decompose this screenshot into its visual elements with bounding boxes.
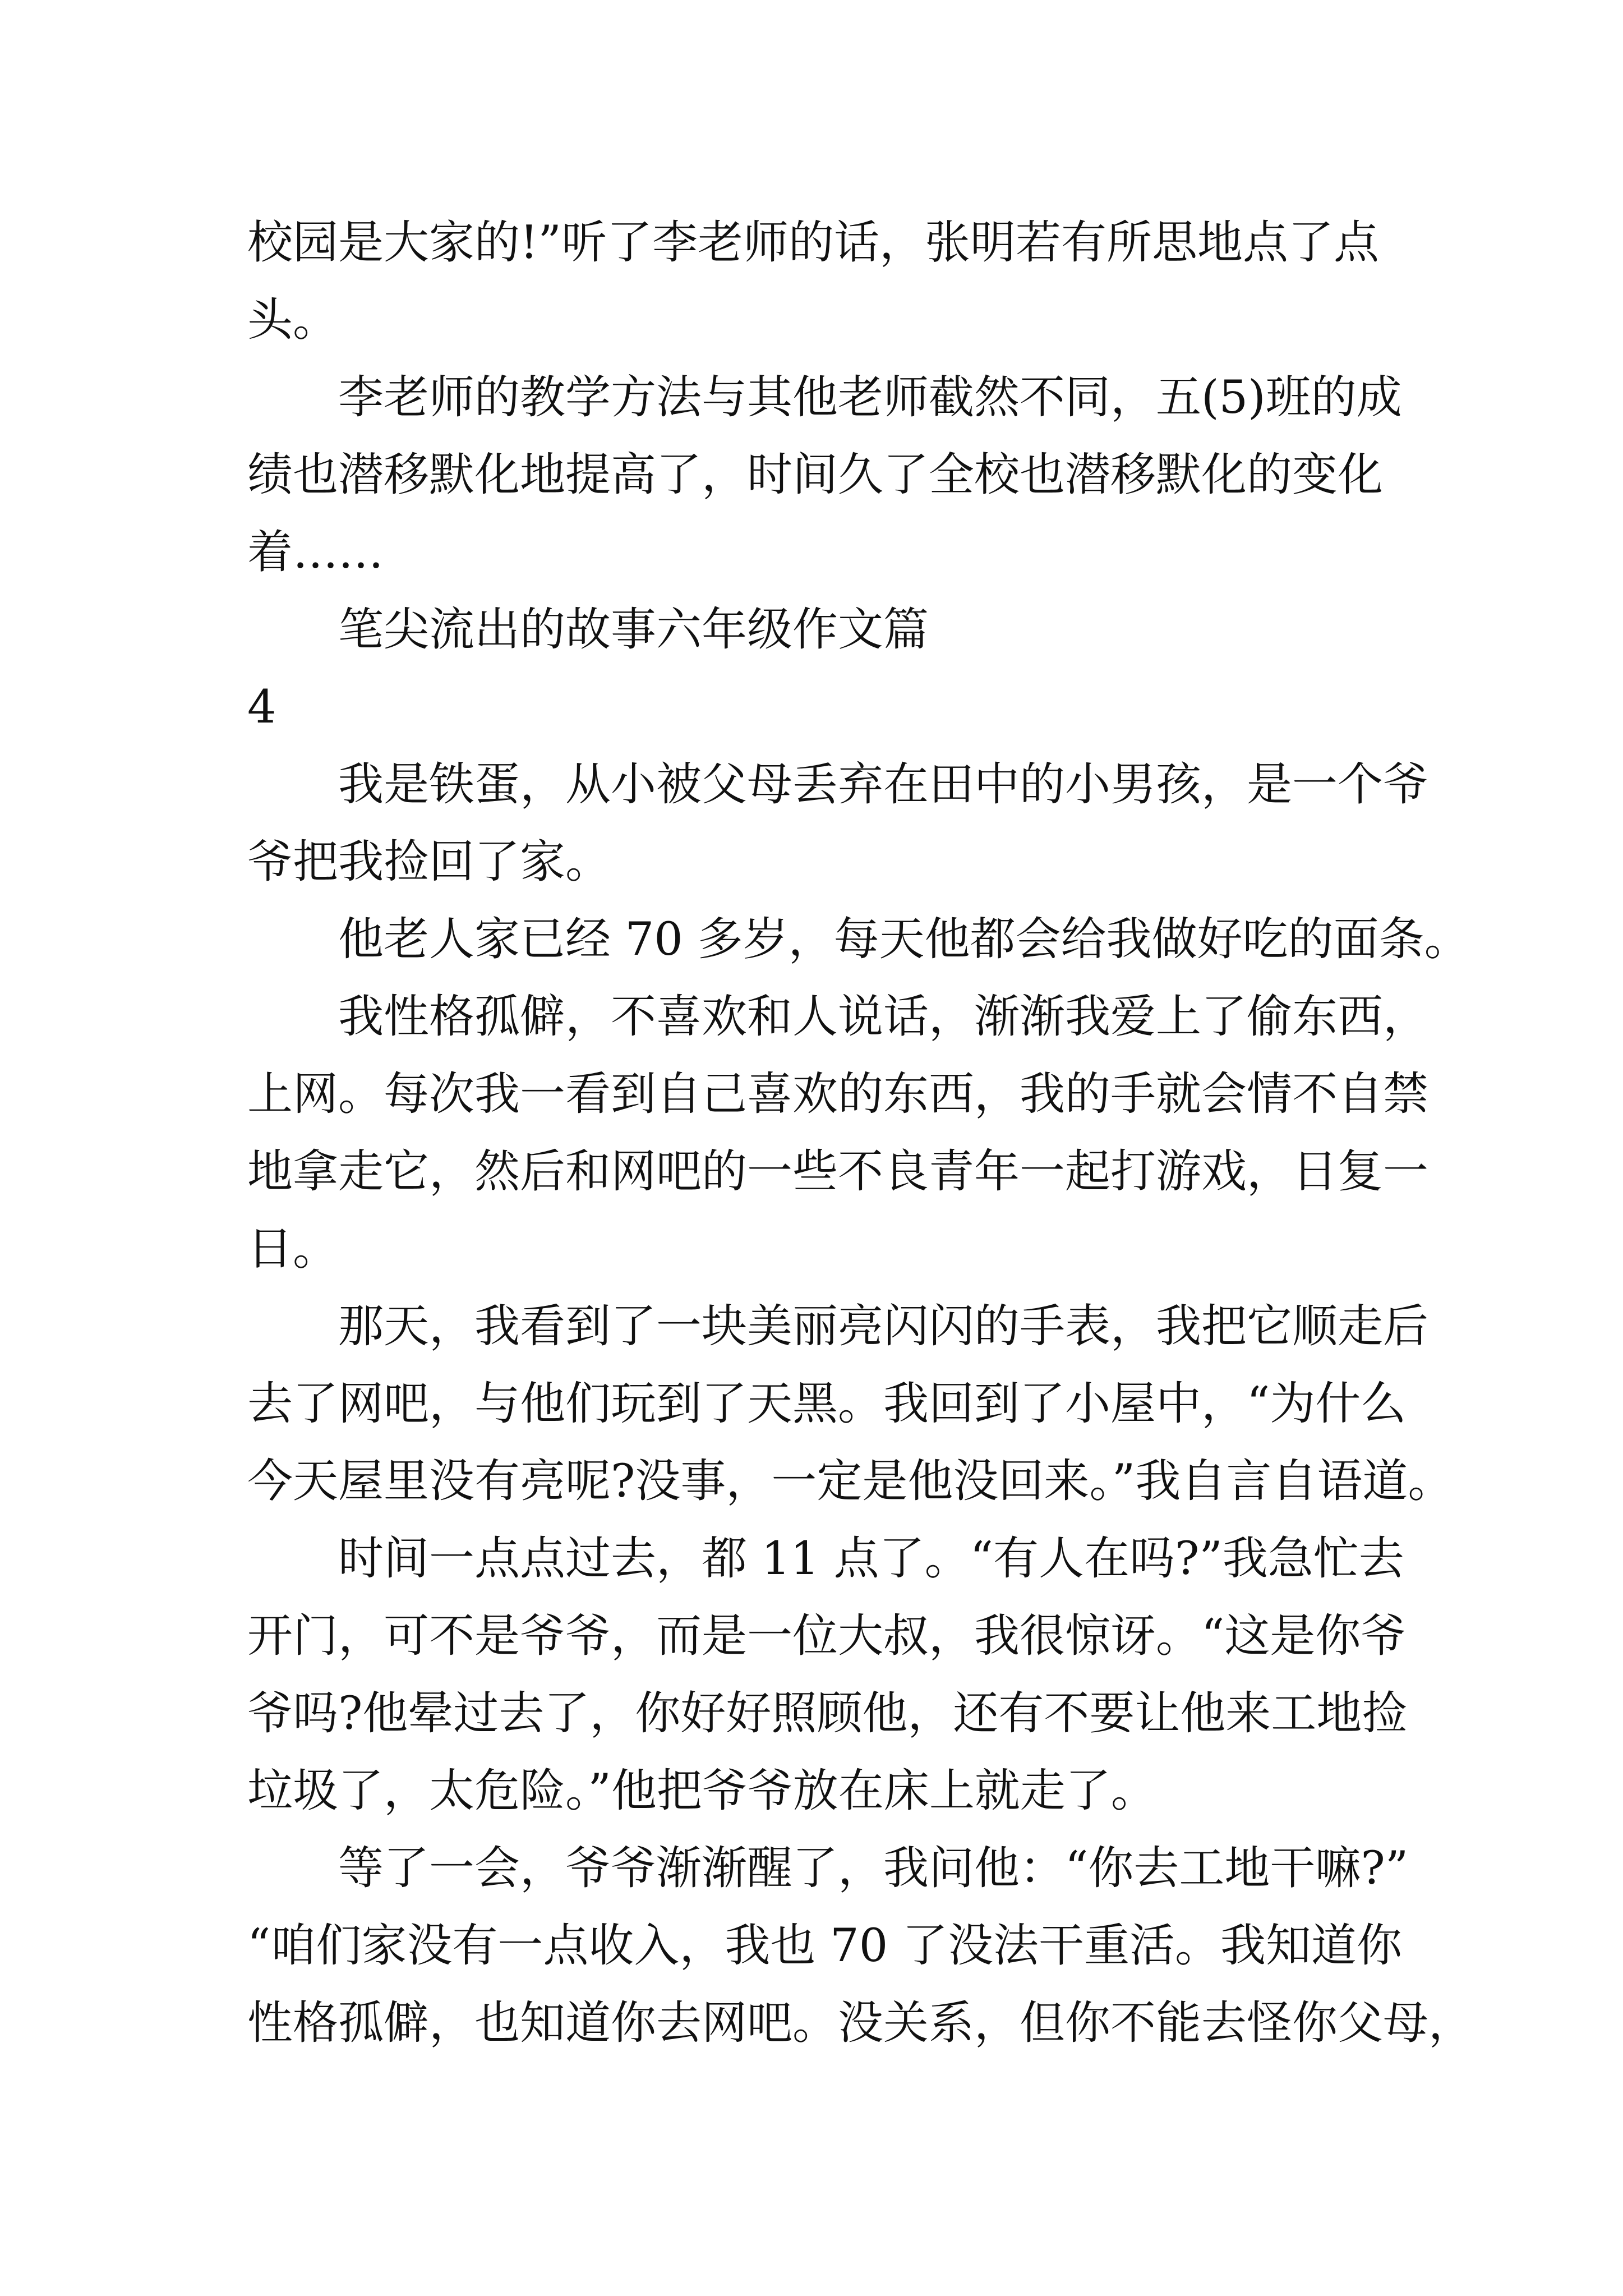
text-line: 爷把我捡回了家。 [247, 836, 611, 889]
paragraph [247, 746, 1537, 901]
text-line: 爷吗?他晕过去了，你好好照顾他，还有不要让他来工地捡 [247, 1687, 1408, 1740]
text-line: 他老人家已经 70 多岁，每天他都会给我做好吃的面条。 [338, 913, 1470, 966]
text-line: “咱们家没有一点收入，我也 70 了没法干重活。我知道你 [247, 1920, 1402, 1972]
paragraph [247, 901, 1537, 978]
text-line: 等了一会，爷爷渐渐醒了，我问他：“你去工地干嘛?” [338, 1842, 1409, 1895]
text-line: 今天屋里没有亮呢?没事，一定是他没回来。”我自言自语道。 [247, 1455, 1454, 1508]
paragraph [247, 204, 1537, 359]
text-line: 李老师的教学方法与其他老师截然不同，五(5)班的成 [338, 371, 1402, 424]
paragraph [247, 1520, 1537, 1830]
text-line: 时间一点点过去，都 11 点了。“有人在吗?”我急忙去 [338, 1533, 1404, 1585]
text-line: 绩也潜移默化地提高了，时间久了全校也潜移默化的变化 [247, 449, 1384, 501]
text-line: 头。 [247, 294, 339, 347]
text-line: 校园是大家的!”听了李老师的话，张明若有所思地点了点 [247, 217, 1379, 269]
document-body [247, 204, 1537, 2062]
text-line: 我性格孤僻，不喜欢和人说话，渐渐我爱上了偷东西， [338, 991, 1429, 1043]
text-line: 我是铁蛋，从小被父母丢弃在田中的小男孩，是一个爷 [338, 758, 1429, 811]
heading-number: 4 [247, 681, 276, 734]
text-line: 垃圾了，太危险。”他把爷爷放在床上就走了。 [247, 1765, 1156, 1818]
text-line: 那天，我看到了一块美丽亮闪闪的手表，我把它顺走后 [338, 1300, 1429, 1353]
text-line: 上网。每次我一看到自己喜欢的东西，我的手就会情不自禁 [247, 1068, 1429, 1121]
text-line: 日。 [247, 1223, 339, 1276]
text-line: 性格孤僻，也知道你去网吧。没关系，但你不能去怪你父母， [247, 1997, 1474, 2050]
text-line: 开门，可不是爷爷，而是一位大叔，我很惊讶。“这是你爷 [247, 1610, 1407, 1663]
paragraph [247, 359, 1537, 591]
text-line: 着…… [247, 526, 384, 579]
text-line: 地拿走它，然后和网吧的一些不良青年一起打游戏，日复一 [247, 1145, 1429, 1198]
paragraph [247, 1288, 1537, 1520]
heading-line: 笔尖流出的故事六年级作文篇 [338, 604, 929, 656]
paragraph [247, 1830, 1537, 2062]
paragraph [247, 978, 1537, 1288]
text-line: 去了网吧，与他们玩到了天黑。我回到了小屋中，“为什么 [247, 1378, 1407, 1430]
section-heading [247, 591, 1537, 746]
